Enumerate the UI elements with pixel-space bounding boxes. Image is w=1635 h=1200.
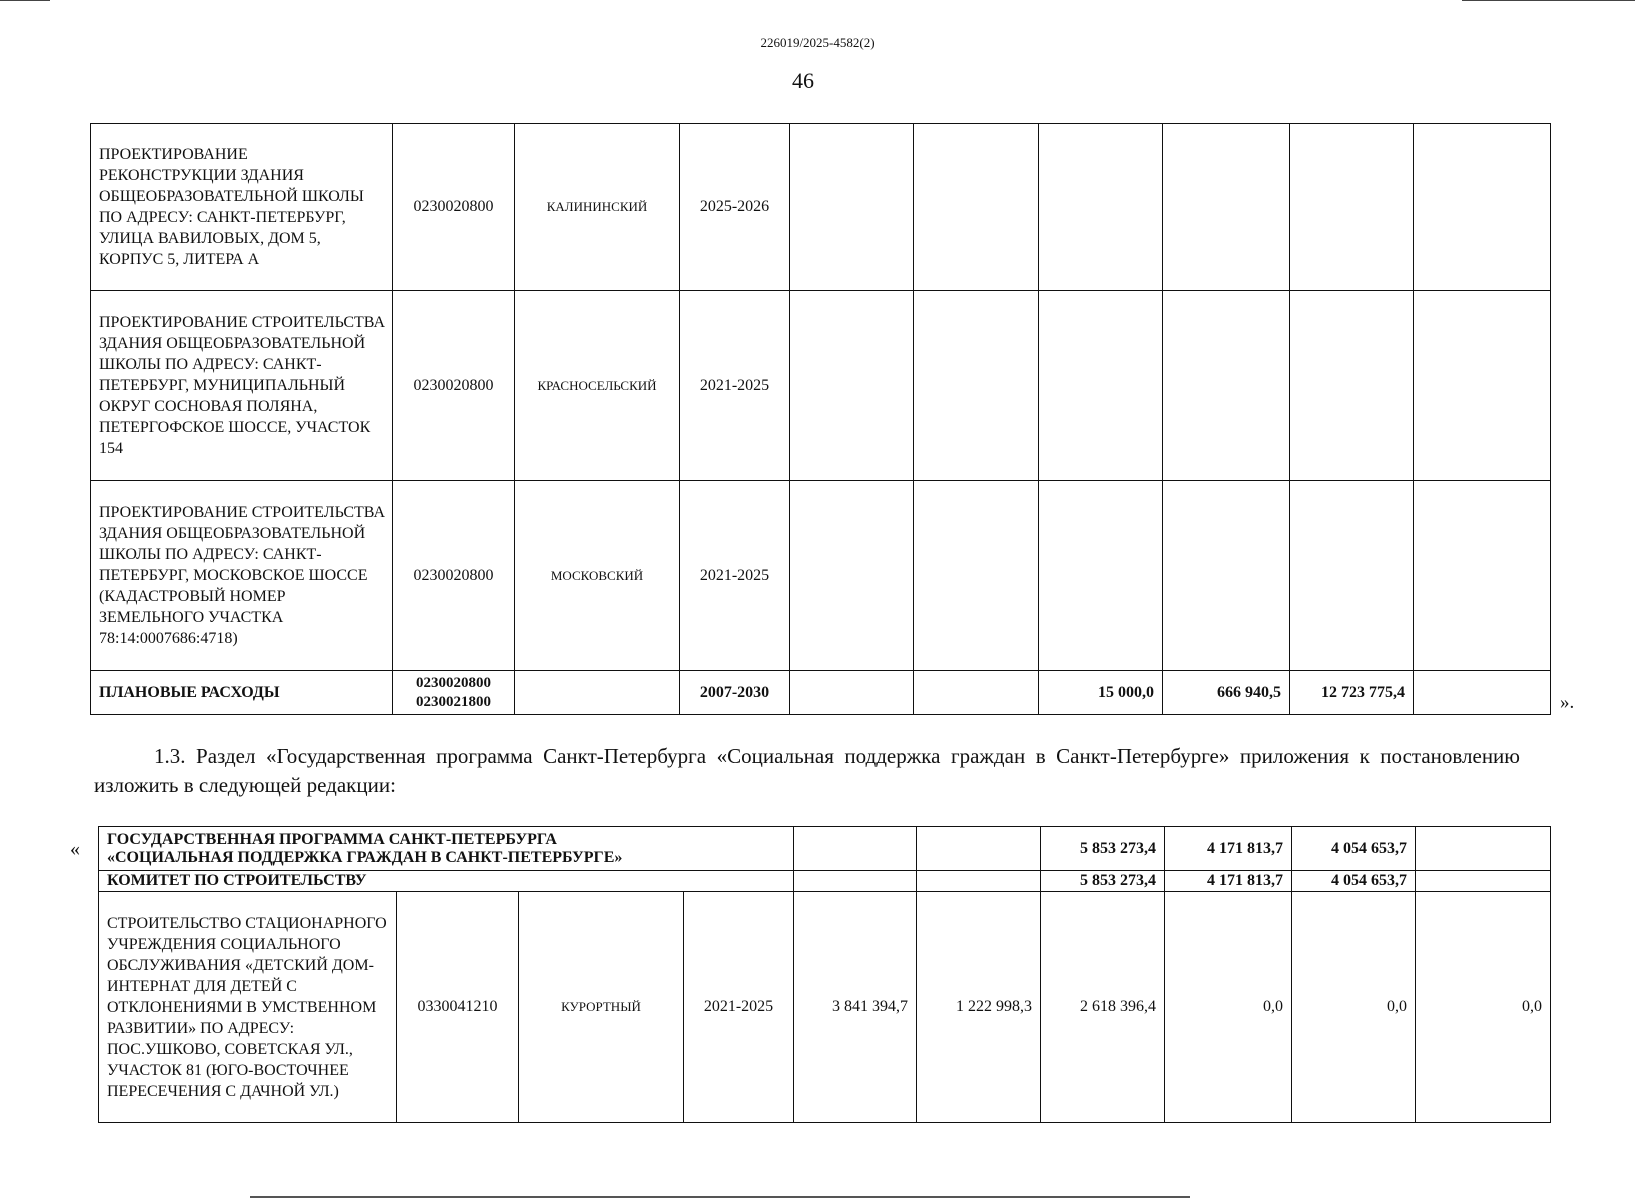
program-value-3: 4 054 653,7 bbox=[1292, 827, 1416, 871]
top-rule-left bbox=[0, 0, 50, 1]
empty-cell bbox=[515, 671, 680, 715]
bottom-rule bbox=[250, 1196, 1190, 1198]
committee-label: КОМИТЕТ ПО СТРОИТЕЛЬСТВУ bbox=[99, 871, 794, 892]
empty-cell bbox=[794, 827, 917, 871]
total-value-1: 15 000,0 bbox=[1039, 671, 1163, 715]
project-name: СТРОИТЕЛЬСТВО СТАЦИОНАРНОГО УЧРЕЖДЕНИЯ СОЦИАЛЬНОГО ОБСЛУЖИВАНИЯ «ДЕТСКИЙ ДОМ-ИНТЕРНАТ ДЛЯ ДЕТЕЙ С ОТКЛОНЕНИЯМИ В УМСТВЕННОМ РАЗВИТИИ» ПО АДРЕСУ: ПОС.УШКОВО, СОВЕТСКАЯ УЛ., УЧАСТОК 81 (ЮГО-ВОСТОЧНЕЕ ПЕРЕСЕЧЕНИЯ С ДАЧНОЙ УЛ.) bbox=[99, 892, 397, 1123]
empty-cell bbox=[790, 124, 914, 291]
committee-value-3: 4 054 653,7 bbox=[1292, 871, 1416, 892]
total-period: 2007-2030 bbox=[680, 671, 790, 715]
table-row bbox=[99, 892, 1551, 1123]
empty-cell bbox=[914, 291, 1039, 481]
budget-code: 0230020800 bbox=[393, 124, 515, 291]
empty-cell bbox=[1414, 291, 1551, 481]
project-name: ПРОЕКТИРОВАНИЕ СТРОИТЕЛЬСТВА ЗДАНИЯ ОБЩЕОБРАЗОВАТЕЛЬНОЙ ШКОЛЫ ПО АДРЕСУ: САНКТ-ПЕТЕРБУРГ, МУНИЦИПАЛЬНЫЙ ОКРУГ СОСНОВАЯ ПОЛЯНА, ПЕТЕРГОФСКОЕ ШОССЕ, УЧАСТОК 154 bbox=[91, 291, 393, 481]
program-value-1: 5 853 273,4 bbox=[1041, 827, 1165, 871]
empty-cell bbox=[1416, 871, 1551, 892]
program-title-line-1: ГОСУДАРСТВЕННАЯ ПРОГРАММА САНКТ-ПЕТЕРБУРГА bbox=[107, 830, 557, 848]
budget-code: 0230020800 bbox=[393, 291, 515, 481]
social-program-table bbox=[98, 826, 1551, 1123]
section-paragraph bbox=[94, 742, 1520, 800]
period: 2025-2026 bbox=[680, 124, 790, 291]
empty-cell bbox=[917, 827, 1041, 871]
committee-row bbox=[99, 871, 1551, 892]
empty-cell bbox=[1163, 481, 1290, 671]
empty-cell bbox=[1290, 481, 1414, 671]
committee-value-1: 5 853 273,4 bbox=[1041, 871, 1165, 892]
project-name: ПРОЕКТИРОВАНИЕ СТРОИТЕЛЬСТВА ЗДАНИЯ ОБЩЕОБРАЗОВАТЕЛЬНОЙ ШКОЛЫ ПО АДРЕСУ: САНКТ-ПЕТЕРБУРГ, МОСКОВСКОЕ ШОССЕ (КАДАСТРОВЫЙ НОМЕР ЗЕМЕЛЬНОГО УЧАСТКА 78:14:0007686:4718) bbox=[91, 481, 393, 671]
empty-cell bbox=[1039, 124, 1163, 291]
value-year-2: 0,0 bbox=[1165, 892, 1292, 1123]
total-label: ПЛАНОВЫЕ РАСХОДЫ bbox=[91, 671, 393, 715]
document-number: 226019/2025-4582(2) bbox=[760, 35, 875, 50]
paragraph-text: 1.3. Раздел «Государственная программа Санкт-Петербурга «Социальная поддержка граждан в Санкт-Петербурге» приложения к постановлению изложить в следующей редакции: bbox=[94, 744, 1520, 797]
empty-cell bbox=[914, 671, 1039, 715]
empty-cell bbox=[1416, 827, 1551, 871]
budget-code: 0330041210 bbox=[397, 892, 519, 1123]
empty-cell bbox=[1414, 124, 1551, 291]
page-number: 46 bbox=[792, 68, 814, 93]
budget-code: 0230020800 bbox=[393, 481, 515, 671]
opening-quote: « bbox=[70, 838, 80, 860]
empty-cell bbox=[914, 124, 1039, 291]
program-row bbox=[99, 827, 1551, 871]
total-row bbox=[91, 671, 1551, 715]
period: 2021-2025 bbox=[680, 481, 790, 671]
empty-cell bbox=[790, 291, 914, 481]
top-rule-right bbox=[1462, 0, 1635, 1]
period: 2021-2025 bbox=[680, 291, 790, 481]
empty-cell bbox=[917, 871, 1041, 892]
empty-cell bbox=[1163, 124, 1290, 291]
empty-cell bbox=[790, 481, 914, 671]
district: КУРОРТНЫЙ bbox=[519, 892, 684, 1123]
total-value-2: 666 940,5 bbox=[1163, 671, 1290, 715]
total-code-2: 0230021800 bbox=[416, 693, 491, 710]
value-year-4: 0,0 bbox=[1416, 892, 1551, 1123]
project-name: ПРОЕКТИРОВАНИЕ РЕКОНСТРУКЦИИ ЗДАНИЯ ОБЩЕОБРАЗОВАТЕЛЬНОЙ ШКОЛЫ ПО АДРЕСУ: САНКТ-ПЕТЕРБУРГ, УЛИЦА ВАВИЛОВЫХ, ДОМ 5, КОРПУС 5, ЛИТЕРА А bbox=[91, 124, 393, 291]
empty-cell bbox=[1039, 481, 1163, 671]
total-code-1: 0230020800 bbox=[416, 674, 491, 691]
district: МОСКОВСКИЙ bbox=[515, 481, 680, 671]
table-row bbox=[91, 291, 1551, 481]
empty-cell bbox=[1290, 124, 1414, 291]
period: 2021-2025 bbox=[684, 892, 794, 1123]
empty-cell bbox=[1039, 291, 1163, 481]
value-year-3: 0,0 bbox=[1292, 892, 1416, 1123]
spent-before: 1 222 998,3 bbox=[917, 892, 1041, 1123]
closing-quote: ». bbox=[1560, 692, 1575, 713]
total-codes bbox=[393, 671, 515, 715]
table-row bbox=[91, 481, 1551, 671]
total-value-3: 12 723 775,4 bbox=[1290, 671, 1414, 715]
table-row bbox=[91, 124, 1551, 291]
program-title bbox=[99, 827, 794, 871]
empty-cell bbox=[1163, 291, 1290, 481]
empty-cell bbox=[1414, 671, 1551, 715]
program-value-2: 4 171 813,7 bbox=[1165, 827, 1292, 871]
empty-cell bbox=[914, 481, 1039, 671]
district: КРАСНОСЕЛЬСКИЙ bbox=[515, 291, 680, 481]
construction-projects-table bbox=[90, 123, 1551, 715]
total-cost: 3 841 394,7 bbox=[794, 892, 917, 1123]
empty-cell bbox=[790, 671, 914, 715]
empty-cell bbox=[794, 871, 917, 892]
committee-value-2: 4 171 813,7 bbox=[1165, 871, 1292, 892]
district: КАЛИНИНСКИЙ bbox=[515, 124, 680, 291]
empty-cell bbox=[1290, 291, 1414, 481]
empty-cell bbox=[1414, 481, 1551, 671]
program-title-line-2: «СОЦИАЛЬНАЯ ПОДДЕРЖКА ГРАЖДАН В САНКТ-ПЕТЕРБУРГЕ» bbox=[107, 848, 623, 866]
value-year-1: 2 618 396,4 bbox=[1041, 892, 1165, 1123]
